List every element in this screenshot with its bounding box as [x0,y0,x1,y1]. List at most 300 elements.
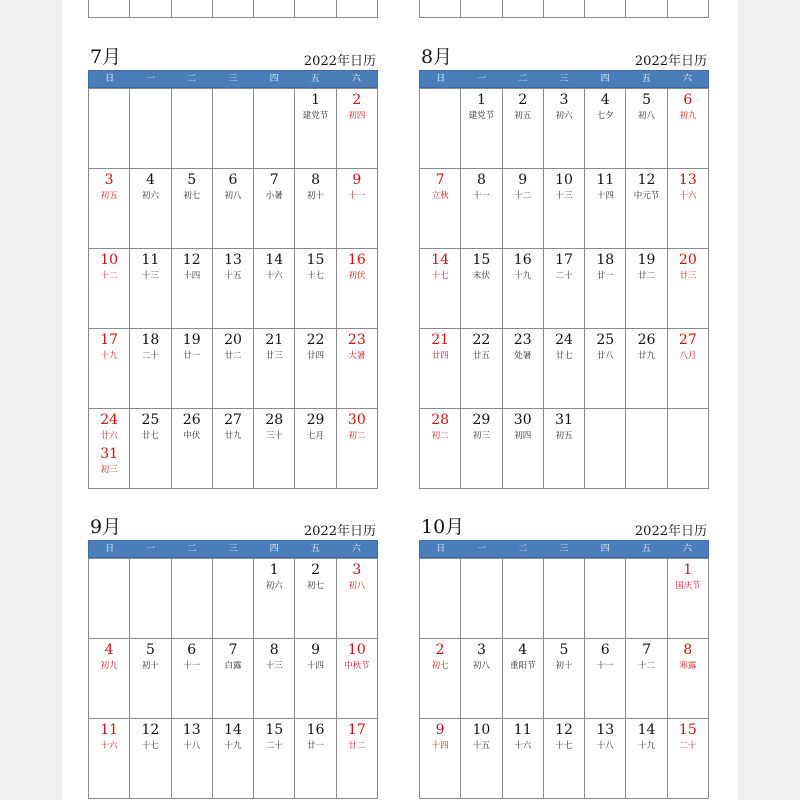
day-number: 2 [352,92,362,108]
weekday-label: 一 [146,544,156,554]
lunar-label: 中元节 [633,191,660,201]
weekday-label: 二 [518,544,528,554]
day-cell [585,249,626,329]
day-number: 31 [555,412,573,428]
day-cell [420,169,461,249]
year-label: 2022年日历 [303,54,376,69]
lunar-label: 国庆节 [675,581,701,591]
weekday-label: 日 [436,544,446,554]
calendar-page [62,0,738,800]
month-header [419,46,709,70]
day-number: 10 [472,722,491,738]
day-cell [543,639,584,719]
day-number: 31 [100,446,119,462]
day-cell [543,249,584,329]
day-number: 27 [224,412,242,428]
lunar-label: 初五 [100,191,118,201]
day-number: 8 [683,642,693,658]
lunar-label: 廿一 [183,351,201,361]
lunar-label: 二十 [679,741,697,751]
day-number: 17 [555,252,573,268]
day-cell [585,329,626,409]
weekday-header [88,70,378,88]
week-row [420,329,709,409]
lunar-label: 白露 [224,661,242,671]
day-number: 5 [145,642,155,658]
day-cell [295,249,336,329]
day-number: 25 [141,412,160,428]
day-number: 11 [100,722,119,738]
weekday-label: 四 [269,74,279,84]
day-number: 14 [265,252,284,268]
lunar-label: 廿七 [141,431,159,441]
day-cell [130,329,171,409]
day-number: 21 [265,332,284,348]
day-cell [461,169,502,249]
lunar-label: 十九 [100,351,118,361]
week-row [420,169,709,249]
day-number: 6 [683,92,693,108]
lunar-label: 十九 [638,741,656,751]
lunar-label: 小暑 [265,191,283,201]
lunar-label: 初八 [472,661,490,671]
lunar-label: 十六 [265,271,283,281]
lunar-label: 处暑 [514,351,532,361]
day-cell [626,639,667,719]
day-number: 3 [352,562,362,578]
day-number: 21 [431,332,450,348]
day-cell [461,249,502,329]
day-cell [295,639,336,719]
empty-day-cell [585,409,626,489]
day-grid [419,558,709,799]
weekday-label: 日 [105,74,115,84]
day-number: 9 [518,172,528,188]
empty-day-cell [89,89,130,169]
day-cell [502,409,543,489]
day-cell [626,329,667,409]
day-cell [502,249,543,329]
day-number: 13 [678,172,697,188]
day-number: 29 [306,412,325,428]
day-cell [543,169,584,249]
lunar-label: 十七 [307,271,325,281]
lunar-label: 立秋 [431,191,449,201]
lunar-label: 重阳节 [509,661,536,671]
day-number: 17 [347,722,366,738]
lunar-label: 寒露 [679,661,697,671]
day-number: 10 [100,252,119,268]
lunar-label: 初九 [679,111,697,121]
day-cell [336,89,377,169]
empty-day-cell [461,559,502,639]
week-row [89,89,378,169]
weekday-label: 五 [310,544,320,554]
empty-day-cell [171,559,212,639]
weekday-label: 一 [477,74,487,84]
day-number: 7 [228,642,238,658]
day-cell [626,719,667,799]
lunar-label: 初二 [431,431,449,441]
empty-day-cell [420,559,461,639]
lunar-label: 初十 [307,191,325,201]
empty-day-cell [171,89,212,169]
lunar-label: 初六 [265,581,283,591]
day-number: 22 [472,332,491,348]
month-block-july [88,46,378,489]
day-cell [543,329,584,409]
day-number: 1 [476,92,486,108]
lunar-label: 七夕 [596,111,614,121]
weekday-header [419,70,709,88]
weekday-label: 三 [228,544,238,554]
day-cell [420,249,461,329]
day-cell [626,89,667,169]
day-grid [88,558,378,799]
lunar-label: 中伏 [183,431,201,441]
day-number: 12 [637,172,656,188]
lunar-label: 七月 [307,431,325,441]
day-cell [461,719,502,799]
lunar-label: 廿一 [596,271,614,281]
day-number: 7 [642,642,651,658]
lunar-label: 廿三 [679,271,697,281]
lunar-label: 初六 [141,191,159,201]
lunar-label: 初八 [638,111,656,121]
year-label: 2022年日历 [634,524,707,539]
day-cell [502,89,543,169]
weekday-label: 日 [436,74,446,84]
day-cell [295,329,336,409]
empty-day-cell [626,409,667,489]
lunar-label: 十九 [514,271,532,281]
lunar-label: 十八 [596,741,614,751]
year-label: 2022年日历 [303,524,376,539]
day-number: 14 [224,722,242,738]
day-cell [89,249,130,329]
day-cell [89,169,130,249]
lunar-label: 初五 [555,431,573,441]
day-number: 1 [683,562,693,578]
day-number: 9 [435,722,445,738]
lunar-label: 十一 [472,191,490,201]
day-number: 15 [265,722,284,738]
day-cell [212,329,253,409]
day-number: 13 [182,722,201,738]
day-cell [89,639,130,719]
lunar-label: 二十 [141,351,159,361]
lunar-label: 八月 [679,351,697,361]
lunar-label: 廿一 [307,741,325,751]
empty-day-cell [420,89,461,169]
day-number: 24 [100,412,119,428]
day-number: 12 [555,722,573,738]
empty-day-cell [130,559,171,639]
weekday-label: 三 [559,544,569,554]
day-cell [543,719,584,799]
week-row [89,719,378,799]
week-row [89,559,378,639]
day-cell [171,329,212,409]
empty-day-cell [502,559,543,639]
day-cell [130,169,171,249]
day-number: 15 [678,722,697,738]
week-row [420,89,709,169]
day-number: 19 [637,252,656,268]
day-number: 9 [352,172,362,188]
day-cell [336,719,377,799]
lunar-label: 十一 [596,661,614,671]
weekday-label: 四 [600,74,610,84]
day-number: 16 [513,252,532,268]
day-cell [543,409,584,489]
weekday-label: 二 [187,74,197,84]
weekday-label: 五 [641,74,651,84]
day-cell [212,249,253,329]
lunar-label: 十三 [141,271,159,281]
lunar-label: 廿二 [638,271,656,281]
day-cell [212,169,253,249]
lunar-label: 廿二 [224,351,242,361]
day-cell [667,329,708,409]
weekday-label: 三 [228,74,238,84]
day-number: 4 [104,642,114,658]
lunar-label: 十一 [348,191,366,201]
week-row [89,169,378,249]
lunar-label: 十二 [514,191,532,201]
lunar-label: 初七 [307,581,325,591]
day-number: 1 [269,562,279,578]
empty-day-cell [212,89,253,169]
day-number: 3 [476,642,486,658]
day-number: 18 [141,332,160,348]
week-row [89,329,378,409]
day-cell [254,719,295,799]
day-number: 18 [596,252,615,268]
day-cell [295,719,336,799]
lunar-label: 建党节 [468,111,495,121]
day-cell [667,639,708,719]
day-cell [254,639,295,719]
day-cell [502,169,543,249]
day-number: 2 [311,562,320,578]
lunar-label: 初三 [472,431,490,441]
day-cell [667,249,708,329]
weekday-header [419,540,709,558]
day-number: 7 [269,172,279,188]
lunar-label: 十四 [307,661,325,671]
weekday-label: 四 [600,544,610,554]
day-cell [585,169,626,249]
day-number: 23 [347,332,366,348]
lunar-label: 二十 [555,271,573,281]
lunar-label: 初四 [514,431,532,441]
day-cell [336,559,377,639]
day-cell [667,89,708,169]
lunar-label: 廿三 [265,351,283,361]
lunar-label: 廿四 [431,351,449,361]
lunar-label: 三十 [265,431,283,441]
lunar-label: 十二 [638,661,656,671]
day-cell [254,409,295,489]
lunar-label: 十六 [514,741,532,751]
month-header [419,516,709,540]
lunar-label: 初六 [555,111,573,121]
day-number: 20 [224,332,242,348]
lunar-label: 廿八 [596,351,614,361]
lunar-label: 十三 [265,661,283,671]
day-number: 11 [596,172,615,188]
day-number: 8 [269,642,279,658]
lunar-label: 十三 [555,191,573,201]
empty-day-cell [212,559,253,639]
day-number: 17 [100,332,119,348]
day-number: 25 [596,332,615,348]
day-number: 4 [600,92,610,108]
weekday-label: 六 [682,544,692,554]
day-number: 16 [347,252,366,268]
day-number: 6 [600,642,610,658]
week-row [89,249,378,329]
day-number: 23 [513,332,532,348]
day-number: 13 [224,252,242,268]
lunar-label: 十四 [431,741,449,751]
year-label: 2022年日历 [634,54,707,69]
day-number: 12 [141,722,160,738]
lunar-label: 初二 [348,431,366,441]
day-number: 15 [472,252,491,268]
day-cell [502,329,543,409]
day-number: 10 [555,172,573,188]
day-cell [336,329,377,409]
day-cell [420,409,461,489]
day-number: 19 [182,332,201,348]
lunar-label: 十八 [183,741,201,751]
day-number: 12 [182,252,201,268]
day-cell [336,409,377,489]
day-cell [420,329,461,409]
empty-day-cell [585,559,626,639]
lunar-label: 初八 [348,581,366,591]
day-number: 5 [559,642,569,658]
day-cell [130,639,171,719]
lunar-label: 廿七 [555,351,573,361]
lunar-label: 初九 [100,661,118,671]
day-cell [295,169,336,249]
month-title: 8月 [421,46,453,68]
day-cell [295,559,336,639]
week-row [420,719,709,799]
lunar-label: 初七 [431,661,449,671]
day-number: 9 [311,642,320,658]
day-cell [295,89,336,169]
month-header [88,516,378,540]
lunar-label: 大暑 [348,351,366,361]
day-cell [295,409,336,489]
weekday-label: 日 [105,544,115,554]
day-number: 11 [513,722,532,738]
day-cell [336,639,377,719]
lunar-label: 初四 [348,111,366,121]
empty-day-cell [254,89,295,169]
weekday-label: 六 [351,544,361,554]
weekday-header [88,540,378,558]
day-cell [585,719,626,799]
weekday-label: 六 [682,74,692,84]
lunar-label: 建党节 [302,111,329,121]
day-number: 20 [678,252,697,268]
lunar-label: 初伏 [348,271,366,281]
lunar-label: 十六 [679,191,697,201]
week-row [420,639,709,719]
lunar-label: 初八 [224,191,242,201]
lunar-label: 十六 [100,741,118,751]
lunar-label: 十四 [596,191,614,201]
lunar-label: 二十 [265,741,283,751]
day-number: 5 [642,92,651,108]
day-cell [171,639,212,719]
day-cell [336,169,377,249]
day-number: 13 [596,722,615,738]
lunar-label: 廿六 [100,431,118,441]
day-number: 14 [637,722,656,738]
day-cell [461,329,502,409]
lunar-label: 十四 [183,271,201,281]
weekday-label: 四 [269,544,279,554]
day-number: 24 [555,332,573,348]
lunar-label: 初三 [100,465,118,475]
day-cell [130,719,171,799]
day-cell [254,169,295,249]
week-row [420,559,709,639]
weekday-label: 五 [641,544,651,554]
day-number: 27 [678,332,697,348]
lunar-label: 中秋节 [344,661,370,671]
lunar-label: 十五 [472,741,490,751]
day-cell [171,409,212,489]
weekday-label: 六 [351,74,361,84]
day-cell [130,249,171,329]
day-number: 28 [265,412,284,428]
day-number: 22 [306,332,325,348]
month-title: 10月 [421,516,465,538]
lunar-label: 廿二 [348,741,366,751]
day-number: 3 [104,172,114,188]
month-block-september [88,516,378,799]
day-number: 15 [306,252,325,268]
day-cell [667,719,708,799]
lunar-label: 十七 [431,271,449,281]
day-number: 4 [145,172,155,188]
day-cell [626,169,667,249]
weekday-label: 一 [146,74,156,84]
day-number: 3 [559,92,569,108]
day-grid [419,88,709,489]
day-cell [212,639,253,719]
weekday-label: 二 [518,74,528,84]
day-number: 29 [472,412,491,428]
day-cell [212,719,253,799]
lunar-label: 十一 [183,661,201,671]
day-number: 5 [187,172,197,188]
day-cell [171,169,212,249]
day-number: 4 [518,642,528,658]
week-row [89,639,378,719]
day-cell [461,89,502,169]
day-cell [502,639,543,719]
month-block-august [419,46,709,489]
lunar-label: 十七 [555,741,573,751]
